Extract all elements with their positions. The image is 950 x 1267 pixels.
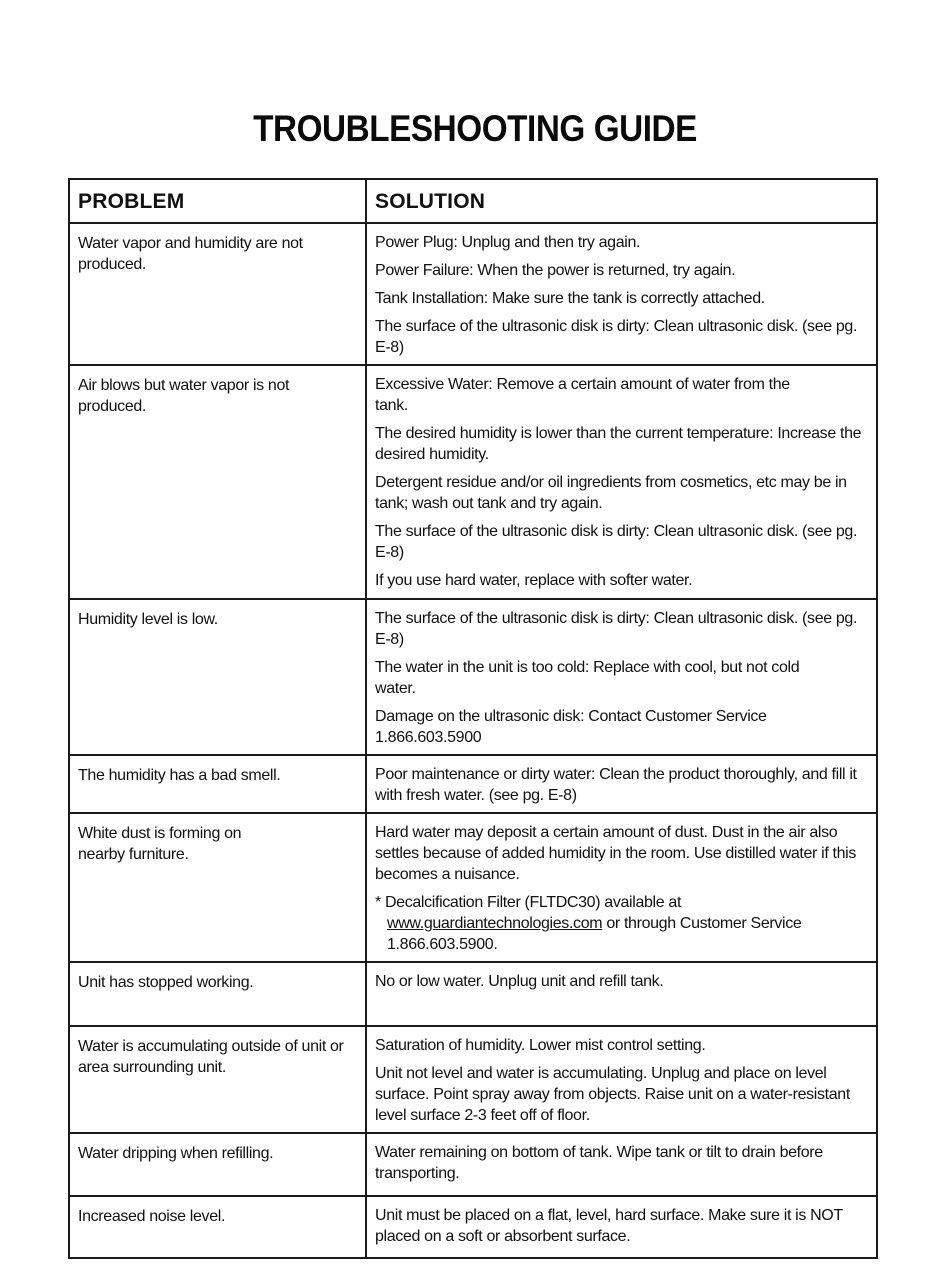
- solution-item: Unit not level and water is accumulating. Unplug and place on level surface. Point spray away from objects. Raise unit on a water-resistant level surface 2-3 feet off of floor.: [375, 1065, 850, 1124]
- problem-text: Water is accumulating outside of unit or area surrounding unit.: [78, 1038, 344, 1076]
- solution-column-header: SOLUTION: [366, 179, 877, 223]
- solution-item: The surface of the ultrasonic disk is dirty: Clean ultrasonic disk. (see pg. E-8): [375, 610, 858, 648]
- solution-item: No or low water. Unplug unit and refill tank.: [375, 973, 664, 990]
- filter-note-prefix: * Decalcification Filter (FLTDC30) available at: [375, 894, 682, 911]
- table-row: [69, 755, 877, 813]
- filter-note-suffix: or through Customer Service 1.866.603.5900.: [387, 915, 802, 953]
- solution-item: Power Plug: Unplug and then try again.: [375, 234, 641, 251]
- solution-item: If you use hard water, replace with softer water.: [375, 572, 693, 589]
- table-row: [69, 1196, 877, 1258]
- solution-item: Detergent residue and/or oil ingredients from cosmetics, etc may be in tank; wash out tank and try again.: [375, 474, 847, 512]
- table-row: [69, 599, 877, 755]
- solution-item: Tank Installation: Make sure the tank is correctly attached.: [375, 290, 765, 307]
- table-row: [69, 223, 877, 365]
- solution-item: Water remaining on bottom of tank. Wipe tank or tilt to drain before transporting.: [375, 1144, 823, 1182]
- solution-item: Power Failure: When the power is returned, try again.: [375, 262, 736, 279]
- problem-column-header: PROBLEM: [69, 179, 366, 223]
- problem-cell: [69, 813, 366, 962]
- problem-text: Unit has stopped working.: [78, 974, 254, 991]
- filter-note: [375, 892, 868, 955]
- problem-text: Water dripping when refilling.: [78, 1145, 274, 1162]
- page-title: TROUBLESHOOTING GUIDE: [253, 108, 697, 149]
- solution-item: The desired humidity is lower than the current temperature: Increase the desired humidity.: [375, 425, 862, 463]
- problem-cell: [69, 599, 366, 755]
- solution-item: The surface of the ultrasonic disk is dirty: Clean ultrasonic disk. (see pg. E-8): [375, 318, 858, 356]
- table-row: [69, 813, 877, 962]
- solution-item: Excessive Water: Remove a certain amount of water from the tank.: [375, 376, 790, 414]
- solution-cell: [366, 1133, 877, 1196]
- solution-cell: [366, 1196, 877, 1258]
- solution-cell: [366, 755, 877, 813]
- table-row: [69, 962, 877, 1026]
- website-link[interactable]: www.guardiantechnologies.com: [387, 915, 603, 932]
- problem-text: Increased noise level.: [78, 1208, 226, 1225]
- solution-item: The surface of the ultrasonic disk is dirty: Clean ultrasonic disk. (see pg. E-8): [375, 523, 858, 561]
- problem-cell: [69, 365, 366, 599]
- problem-cell: [69, 755, 366, 813]
- problem-text: Humidity level is low.: [78, 611, 218, 628]
- troubleshooting-table: [68, 178, 878, 1259]
- solution-item: The water in the unit is too cold: Replace with cool, but not cold water.: [375, 659, 800, 697]
- solution-cell: [366, 813, 877, 962]
- problem-cell: [69, 1196, 366, 1258]
- problem-cell: [69, 962, 366, 1026]
- table-row: [69, 1026, 877, 1133]
- problem-cell: [69, 1133, 366, 1196]
- problem-text: Air blows but water vapor is not produced.: [78, 377, 290, 415]
- solution-item: Unit must be placed on a flat, level, hard surface. Make sure it is NOT placed on a soft or absorbent surface.: [375, 1207, 843, 1245]
- solution-cell: [366, 365, 877, 599]
- solution-cell: [366, 962, 877, 1026]
- problem-text: White dust is forming on nearby furniture.: [78, 825, 242, 863]
- solution-item: Damage on the ultrasonic disk: Contact Customer Service 1.866.603.5900: [375, 708, 767, 746]
- table-header-row: [69, 179, 877, 223]
- solution-item: Hard water may deposit a certain amount of dust. Dust in the air also settles because of added humidity in the room. Use distilled water if this becomes a nuisance.: [375, 824, 857, 883]
- problem-cell: [69, 1026, 366, 1133]
- table-row: [69, 1133, 877, 1196]
- problem-text: The humidity has a bad smell.: [78, 767, 281, 784]
- solution-item: Poor maintenance or dirty water: Clean the product thoroughly, and fill it with fresh water. (see pg. E-8): [375, 766, 857, 804]
- solution-cell: [366, 599, 877, 755]
- solution-cell: [366, 223, 877, 365]
- table-row: [69, 365, 877, 599]
- problem-text: Water vapor and humidity are not produced.: [78, 235, 303, 273]
- problem-cell: [69, 223, 366, 365]
- solution-cell: [366, 1026, 877, 1133]
- solution-item: Saturation of humidity. Lower mist control setting.: [375, 1037, 706, 1054]
